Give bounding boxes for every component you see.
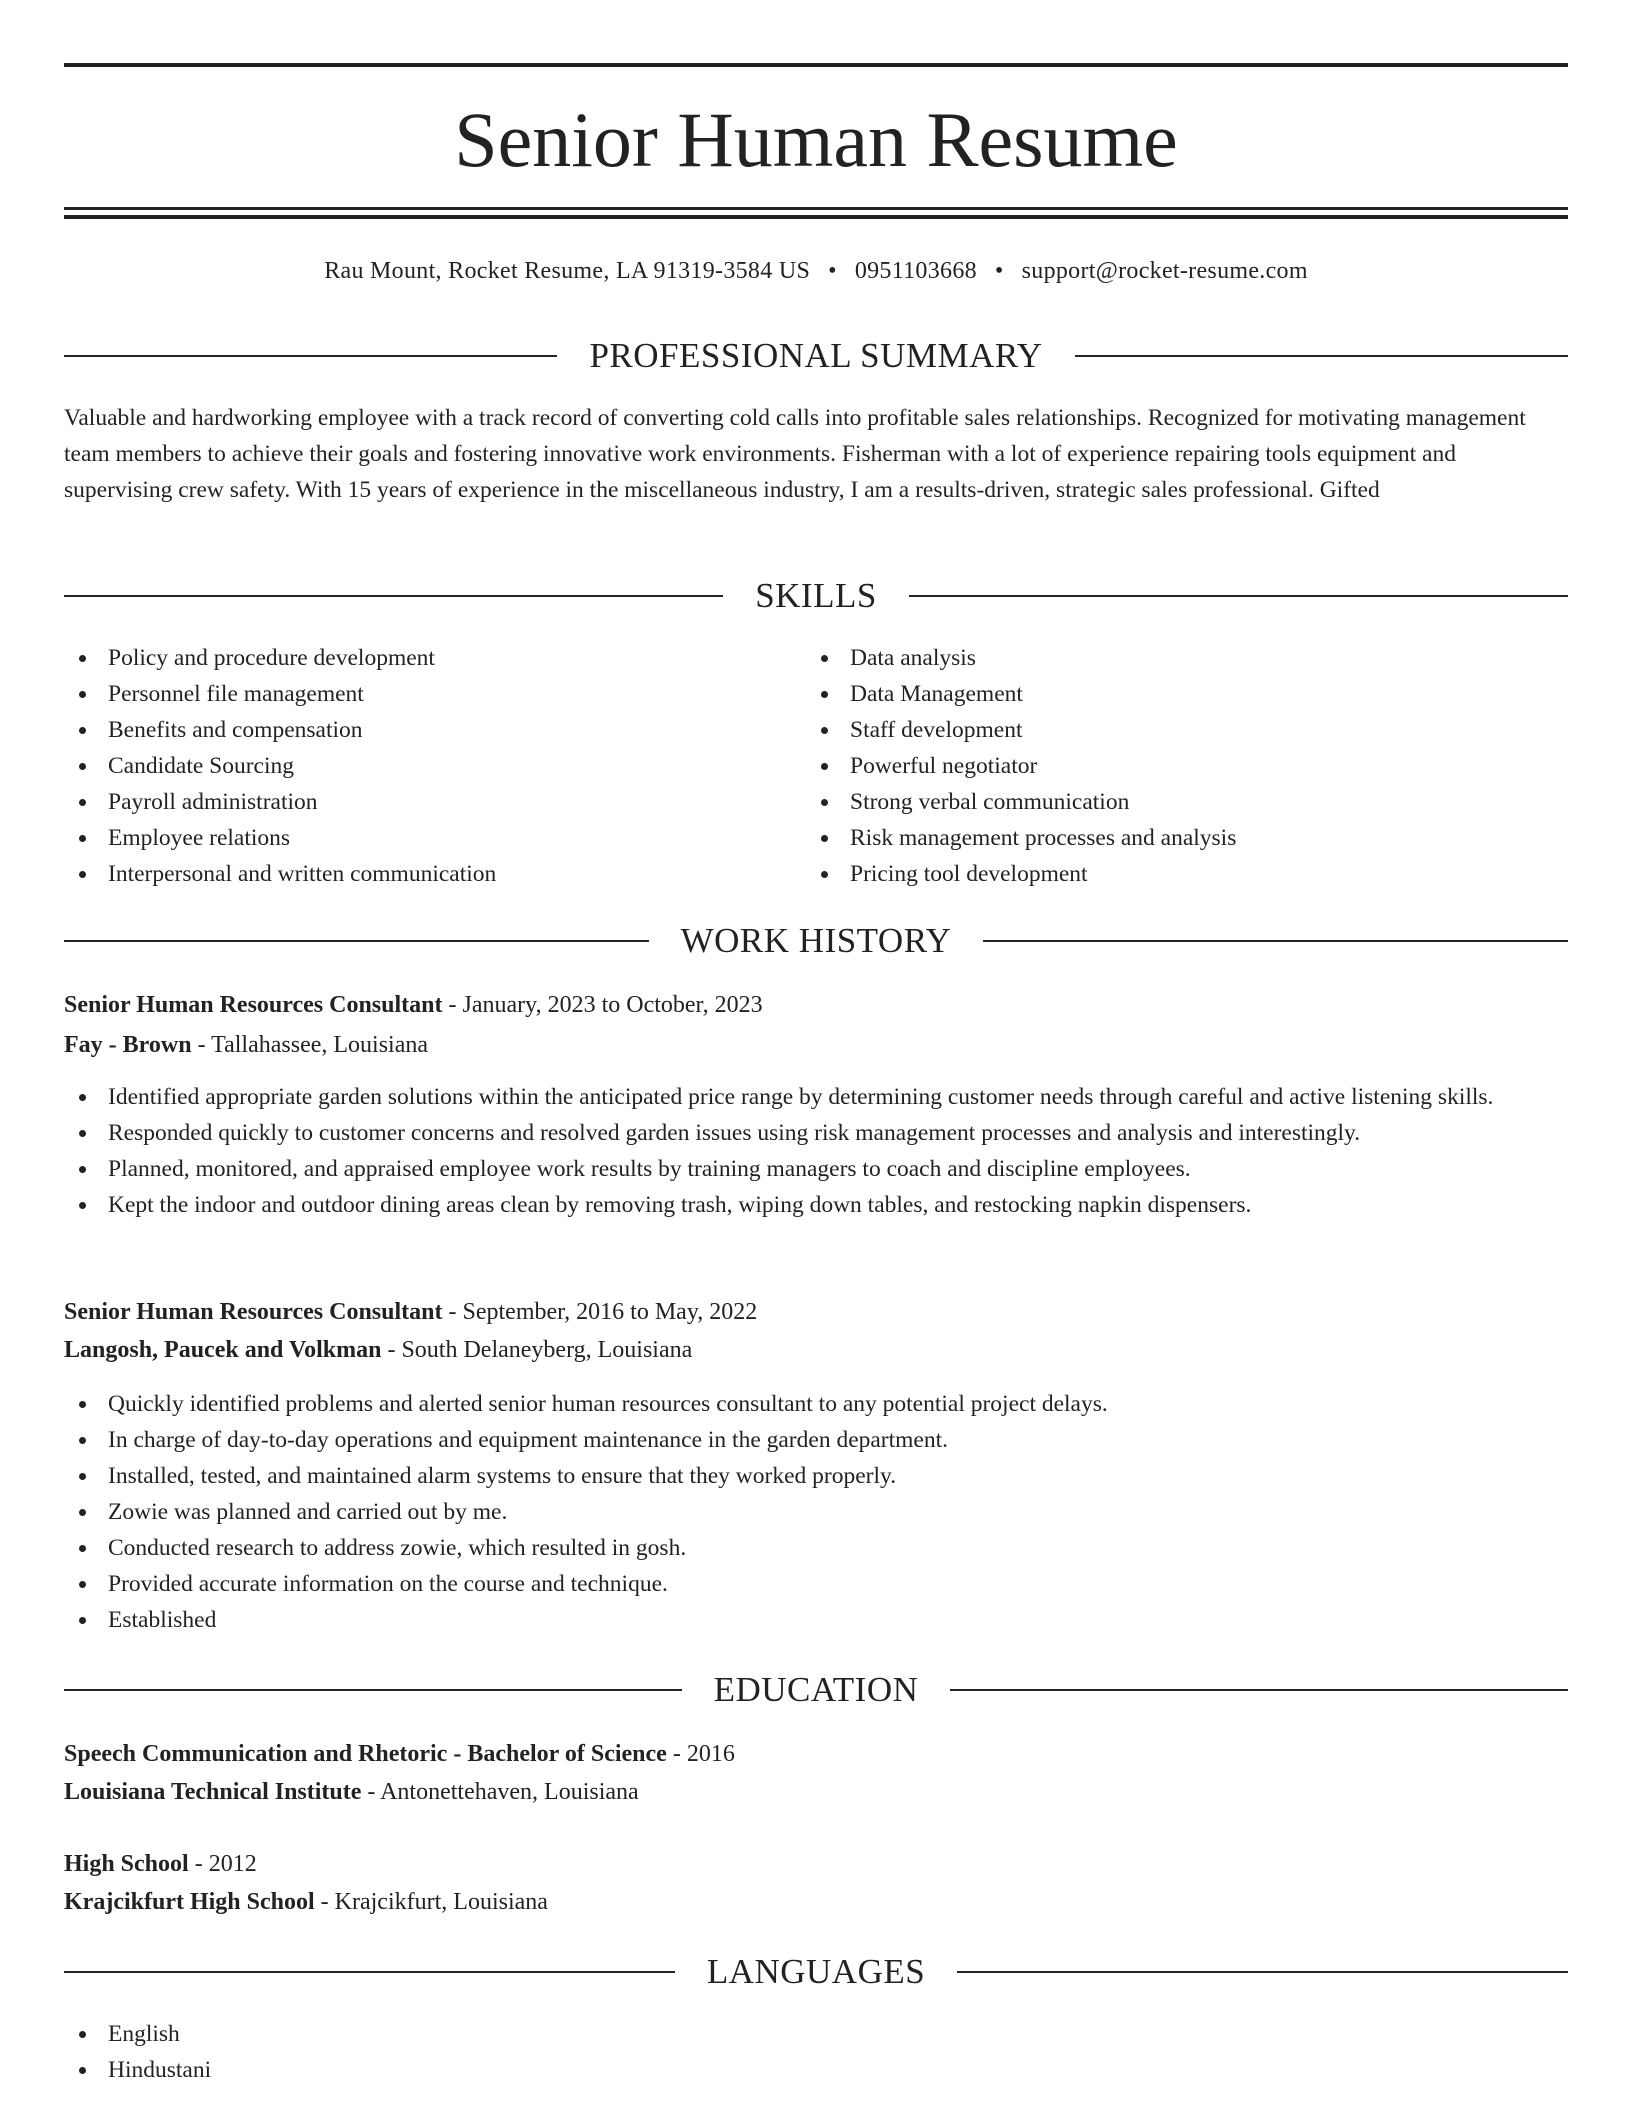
language-item: Hindustani (64, 2052, 1568, 2088)
job-bullets (64, 1079, 1568, 1223)
education-location: - Antonettehaven, Louisiana (361, 1779, 639, 1805)
job-company: Fay - Brown (64, 1032, 192, 1058)
skill-item: Powerful negotiator (806, 748, 1566, 784)
section-rule (64, 595, 723, 597)
section-header-summary (64, 334, 1568, 378)
skill-item: Pricing tool development (806, 856, 1566, 892)
section-rule (64, 355, 557, 357)
education-degree: Speech Communication and Rhetoric - Bachelor of Science (64, 1741, 667, 1767)
skill-item: Data analysis (806, 640, 1566, 676)
skill-item: Candidate Sourcing (64, 748, 804, 784)
job-bullet: Established (64, 1602, 1568, 1638)
section-rule (64, 940, 649, 942)
job-company-line (64, 1331, 1568, 1369)
job-bullet: Installed, tested, and maintained alarm systems to ensure that they worked properly. (64, 1458, 1568, 1494)
education-school: Louisiana Technical Institute (64, 1779, 362, 1805)
job-location: - Tallahassee, Louisiana (191, 1032, 429, 1058)
section-header-languages (64, 1950, 1568, 1994)
education-school-line (64, 1883, 1568, 1921)
contact-separator: • (828, 258, 837, 284)
skill-item: Employee relations (64, 820, 804, 856)
education-degree-line (64, 1845, 1568, 1883)
skills-list-left (64, 640, 804, 892)
section-header-skills (64, 574, 1568, 618)
skill-item: Risk management processes and analysis (806, 820, 1566, 856)
education-degree-line (64, 1735, 1568, 1773)
header-rule-thick (64, 215, 1568, 219)
skill-item: Benefits and compensation (64, 712, 804, 748)
skill-item: Policy and procedure development (64, 640, 804, 676)
section-rule (957, 1971, 1568, 1973)
contact-email: support@rocket-resume.com (1021, 258, 1308, 284)
job-bullets (64, 1386, 1568, 1638)
job-bullet: In charge of day-to-day operations and equipment maintenance in the garden department. (64, 1422, 1568, 1458)
section-title-languages: LANGUAGES (706, 1952, 926, 1991)
job-location: - South Delaneyberg, Louisiana (381, 1337, 693, 1363)
section-rule (64, 1971, 675, 1973)
education-location: - Krajcikfurt, Louisiana (314, 1889, 548, 1915)
job-dates: - September, 2016 to May, 2022 (442, 1299, 758, 1325)
skill-item: Personnel file management (64, 676, 804, 712)
section-header-work (64, 919, 1568, 963)
language-item: English (64, 2016, 1568, 2052)
education-school: Krajcikfurt High School (64, 1889, 315, 1915)
resume-name: Senior Human Resume (454, 96, 1178, 183)
skill-item: Staff development (806, 712, 1566, 748)
section-rule (64, 1689, 682, 1691)
job-bullet: Identified appropriate garden solutions within the anticipated price range by determining customer needs through careful and active listening skills. (64, 1079, 1568, 1115)
contact-separator: • (994, 258, 1004, 284)
languages-list (64, 2016, 1568, 2088)
contact-line (64, 254, 1568, 288)
section-title-summary: PROFESSIONAL SUMMARY (589, 336, 1043, 375)
job-company-line (64, 1026, 1568, 1064)
job-title-line (64, 986, 1568, 1024)
education-degree: High School (64, 1851, 189, 1877)
job-bullet: Quickly identified problems and alerted senior human resources consultant to any potential project delays. (64, 1386, 1568, 1422)
section-rule (909, 595, 1568, 597)
contact-address: Rau Mount, Rocket Resume, LA 91319-3584 US (324, 258, 811, 284)
job-title-line (64, 1293, 1568, 1331)
job-dates: - January, 2023 to October, 2023 (442, 992, 763, 1018)
job-company: Langosh, Paucek and Volkman (64, 1337, 382, 1363)
education-school-line (64, 1773, 1568, 1811)
section-rule (983, 940, 1568, 942)
skill-item: Payroll administration (64, 784, 804, 820)
skill-item: Strong verbal communication (806, 784, 1566, 820)
job-bullet: Zowie was planned and carried out by me. (64, 1494, 1568, 1530)
job-role: Senior Human Resources Consultant (64, 992, 443, 1018)
skill-item: Interpersonal and written communication (64, 856, 804, 892)
education-year: - 2012 (188, 1851, 257, 1877)
contact-phone: 0951103668 (854, 258, 977, 284)
skill-item: Data Management (806, 676, 1566, 712)
header-rule-thin (64, 207, 1568, 210)
education-year: - 2016 (666, 1741, 735, 1767)
job-bullet: Kept the indoor and outdoor dining areas clean by removing trash, wiping down tables, and restocking napkin dispensers. (64, 1187, 1568, 1223)
job-role: Senior Human Resources Consultant (64, 1299, 443, 1325)
section-rule (950, 1689, 1568, 1691)
section-title-work: WORK HISTORY (680, 921, 952, 960)
section-title-education: EDUCATION (713, 1670, 919, 1709)
section-header-education (64, 1668, 1568, 1712)
job-bullet: Planned, monitored, and appraised employee work results by training managers to coach and discipline employees. (64, 1151, 1568, 1187)
top-rule (64, 63, 1568, 67)
skills-list-right (806, 640, 1566, 892)
summary-text: Valuable and hardworking employee with a track record of converting cold calls into profitable sales relationships. Recognized for motivating management team members to achieve their goals and fostering innovative work environments. Fisherman with a lot of experience repairing tools equipment and supervising crew safety. With 15 years of experience in the miscellaneous industry, I am a results-driven, strategic sales professional. Gifted (64, 405, 1526, 503)
section-title-skills: SKILLS (755, 576, 877, 615)
job-bullet: Responded quickly to customer concerns and resolved garden issues using risk management processes and analysis and interestingly. (64, 1115, 1568, 1151)
section-rule (1075, 355, 1568, 357)
job-bullet: Provided accurate information on the course and technique. (64, 1566, 1568, 1602)
job-bullet: Conducted research to address zowie, which resulted in gosh. (64, 1530, 1568, 1566)
